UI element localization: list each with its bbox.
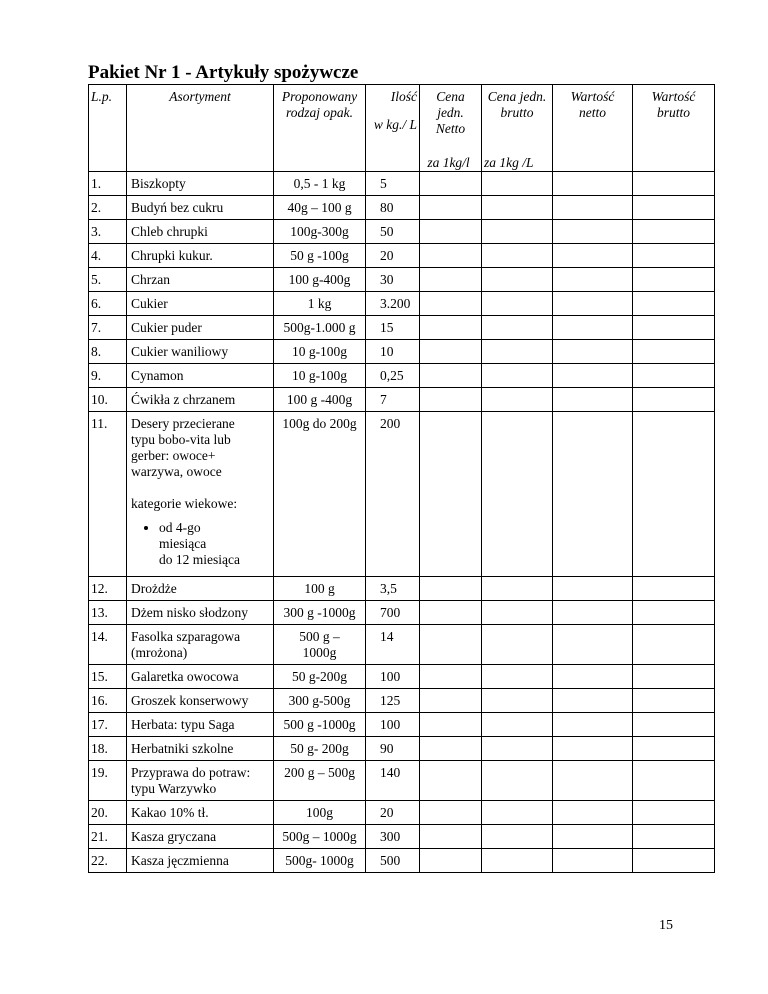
- row-pack: 1 kg: [274, 292, 366, 316]
- cell-cena-netto: [420, 761, 482, 801]
- row-qty: 100: [366, 713, 420, 737]
- row-name: Chleb chrupki: [127, 220, 274, 244]
- row-qty: 140: [366, 761, 420, 801]
- header-wartosc-brutto: Wartość brutto: [633, 85, 715, 172]
- table-row: [89, 689, 715, 713]
- cell-wartosc-brutto: [633, 244, 715, 268]
- cell-wartosc-brutto: [633, 625, 715, 665]
- cell-cena-brutto: [482, 364, 553, 388]
- table-row: [89, 601, 715, 625]
- cell-cena-netto: [420, 713, 482, 737]
- row-qty: 14: [366, 625, 420, 665]
- row-qty: 3.200: [366, 292, 420, 316]
- cell-wartosc-brutto: [633, 172, 715, 196]
- row-lp: 6.: [89, 292, 127, 316]
- table-row: [89, 625, 715, 665]
- cell-wartosc-netto: [553, 825, 633, 849]
- row-name: Chrupki kukur.: [127, 244, 274, 268]
- table-row: [89, 388, 715, 412]
- table-row: [89, 825, 715, 849]
- cell-wartosc-brutto: [633, 801, 715, 825]
- table-row: [89, 364, 715, 388]
- table-row: [89, 801, 715, 825]
- cell-wartosc-netto: [553, 196, 633, 220]
- table-row: [89, 713, 715, 737]
- row-name: Desery przecierane typu bobo-vita lub gerber: owoce+ warzywa, owoce kategorie wiekowe: • od 4-go miesiąca do 12 miesiąca: [127, 412, 274, 577]
- cell-wartosc-brutto: [633, 292, 715, 316]
- products-table: [88, 84, 715, 873]
- table-row: [89, 761, 715, 801]
- cell-wartosc-netto: [553, 388, 633, 412]
- row-lp: 2.: [89, 196, 127, 220]
- cell-cena-brutto: [482, 665, 553, 689]
- row-lp: 22.: [89, 849, 127, 873]
- row-name: Kasza gryczana: [127, 825, 274, 849]
- row-lp: 20.: [89, 801, 127, 825]
- row-qty: 500: [366, 849, 420, 873]
- table-row: [89, 340, 715, 364]
- cell-cena-brutto: [482, 268, 553, 292]
- row-pack: 40g – 100 g: [274, 196, 366, 220]
- row-pack: 0,5 - 1 kg: [274, 172, 366, 196]
- cell-wartosc-brutto: [633, 665, 715, 689]
- table-row: [89, 196, 715, 220]
- cell-cena-netto: [420, 292, 482, 316]
- page-number: 15: [659, 918, 673, 933]
- cell-cena-netto: [420, 412, 482, 577]
- cell-cena-brutto: [482, 196, 553, 220]
- row-lp: 15.: [89, 665, 127, 689]
- row-qty: 30: [366, 268, 420, 292]
- row-qty: 0,25: [366, 364, 420, 388]
- row-name: Chrzan: [127, 268, 274, 292]
- row-lp: 4.: [89, 244, 127, 268]
- cell-wartosc-brutto: [633, 601, 715, 625]
- cell-cena-brutto: [482, 825, 553, 849]
- cell-cena-brutto: [482, 412, 553, 577]
- cell-cena-brutto: [482, 849, 553, 873]
- row-pack: 10 g-100g: [274, 364, 366, 388]
- row-name: Cukier waniliowy: [127, 340, 274, 364]
- table-row: [89, 172, 715, 196]
- row-name: Przyprawa do potraw: typu Warzywko: [127, 761, 274, 801]
- cell-cena-brutto: [482, 689, 553, 713]
- cell-cena-brutto: [482, 388, 553, 412]
- cell-cena-netto: [420, 220, 482, 244]
- header-cena-netto: Cena jedn. Netto za 1kg/l: [420, 85, 482, 172]
- row-name: Drożdże: [127, 577, 274, 601]
- cell-cena-netto: [420, 737, 482, 761]
- cell-wartosc-netto: [553, 849, 633, 873]
- row-lp: 1.: [89, 172, 127, 196]
- table-row: [89, 268, 715, 292]
- cell-cena-brutto: [482, 340, 553, 364]
- cell-wartosc-netto: [553, 172, 633, 196]
- cell-wartosc-netto: [553, 713, 633, 737]
- cell-cena-netto: [420, 388, 482, 412]
- row-qty: 5: [366, 172, 420, 196]
- row-qty: 20: [366, 244, 420, 268]
- row-pack: 10 g-100g: [274, 340, 366, 364]
- cell-wartosc-brutto: [633, 388, 715, 412]
- row-name: Biszkopty: [127, 172, 274, 196]
- row-name: Galaretka owocowa: [127, 665, 274, 689]
- row-lp: 21.: [89, 825, 127, 849]
- row-qty: 20: [366, 801, 420, 825]
- row-name: Herbata: typu Saga: [127, 713, 274, 737]
- row-name: Budyń bez cukru: [127, 196, 274, 220]
- row-lp: 17.: [89, 713, 127, 737]
- list-item: • od 4-go miesiąca do 12 miesiąca: [159, 520, 273, 568]
- row-pack: 500g – 1000g: [274, 825, 366, 849]
- cell-cena-netto: [420, 625, 482, 665]
- cell-wartosc-netto: [553, 577, 633, 601]
- row-lp: 9.: [89, 364, 127, 388]
- row-qty: 15: [366, 316, 420, 340]
- cell-wartosc-netto: [553, 340, 633, 364]
- cell-wartosc-netto: [553, 689, 633, 713]
- cell-cena-netto: [420, 340, 482, 364]
- cell-wartosc-netto: [553, 737, 633, 761]
- cell-cena-brutto: [482, 625, 553, 665]
- cell-cena-netto: [420, 577, 482, 601]
- row-lp: 7.: [89, 316, 127, 340]
- cell-cena-netto: [420, 601, 482, 625]
- cell-cena-brutto: [482, 601, 553, 625]
- row-lp: 14.: [89, 625, 127, 665]
- cell-cena-netto: [420, 825, 482, 849]
- cell-wartosc-netto: [553, 625, 633, 665]
- table-row: [89, 412, 715, 577]
- cell-wartosc-brutto: [633, 268, 715, 292]
- table-row: [89, 220, 715, 244]
- row-lp: 16.: [89, 689, 127, 713]
- row-name: Kakao 10% tł.: [127, 801, 274, 825]
- cell-cena-netto: [420, 801, 482, 825]
- row-name: Cynamon: [127, 364, 274, 388]
- cell-cena-netto: [420, 665, 482, 689]
- table-row: [89, 292, 715, 316]
- row-pack: 500 g – 1000g: [274, 625, 366, 665]
- table-row: [89, 665, 715, 689]
- age-category-list: [131, 520, 273, 568]
- row-lp: 11.: [89, 412, 127, 577]
- row-pack: 100g: [274, 801, 366, 825]
- row-qty: 90: [366, 737, 420, 761]
- cell-cena-brutto: [482, 172, 553, 196]
- cell-cena-brutto: [482, 220, 553, 244]
- row-pack: 500 g -1000g: [274, 713, 366, 737]
- cell-cena-netto: [420, 364, 482, 388]
- row-qty: 10: [366, 340, 420, 364]
- cell-cena-netto: [420, 689, 482, 713]
- cell-wartosc-brutto: [633, 412, 715, 577]
- cell-wartosc-netto: [553, 601, 633, 625]
- row-lp: 18.: [89, 737, 127, 761]
- row-qty: 7: [366, 388, 420, 412]
- row-name: Cukier puder: [127, 316, 274, 340]
- row-pack: 50 g -100g: [274, 244, 366, 268]
- row-qty: 3,5: [366, 577, 420, 601]
- cell-wartosc-brutto: [633, 737, 715, 761]
- table-row: [89, 316, 715, 340]
- cell-cena-brutto: [482, 737, 553, 761]
- row-pack: 500g-1.000 g: [274, 316, 366, 340]
- cell-cena-brutto: [482, 316, 553, 340]
- row-pack: 50 g-200g: [274, 665, 366, 689]
- table-row: [89, 849, 715, 873]
- cell-cena-netto: [420, 172, 482, 196]
- row-pack: 100 g -400g: [274, 388, 366, 412]
- cell-wartosc-netto: [553, 244, 633, 268]
- cell-wartosc-netto: [553, 412, 633, 577]
- row-lp: 3.: [89, 220, 127, 244]
- row-pack: 200 g – 500g: [274, 761, 366, 801]
- cell-cena-netto: [420, 244, 482, 268]
- row-qty: 125: [366, 689, 420, 713]
- cell-wartosc-netto: [553, 268, 633, 292]
- table-row: [89, 577, 715, 601]
- table-row: [89, 737, 715, 761]
- cell-wartosc-netto: [553, 665, 633, 689]
- cell-wartosc-brutto: [633, 689, 715, 713]
- row-lp: 19.: [89, 761, 127, 801]
- row-name: Dżem nisko słodzony: [127, 601, 274, 625]
- cell-cena-brutto: [482, 801, 553, 825]
- cell-cena-netto: [420, 196, 482, 220]
- row-qty: 300: [366, 825, 420, 849]
- cell-cena-brutto: [482, 292, 553, 316]
- cell-cena-netto: [420, 849, 482, 873]
- row-lp: 10.: [89, 388, 127, 412]
- row-qty: 200: [366, 412, 420, 577]
- row-pack: 500g- 1000g: [274, 849, 366, 873]
- table-header-row: [89, 85, 715, 172]
- cell-wartosc-brutto: [633, 713, 715, 737]
- cell-wartosc-brutto: [633, 761, 715, 801]
- cell-cena-brutto: [482, 713, 553, 737]
- table-row: [89, 244, 715, 268]
- row-name: Herbatniki szkolne: [127, 737, 274, 761]
- row-lp: 12.: [89, 577, 127, 601]
- cell-wartosc-brutto: [633, 316, 715, 340]
- header-cena-brutto: Cena jedn. brutto za 1kg /L: [482, 85, 553, 172]
- row-qty: 50: [366, 220, 420, 244]
- row-name: Cukier: [127, 292, 274, 316]
- cell-wartosc-netto: [553, 292, 633, 316]
- header-lp: L.p.: [89, 85, 127, 172]
- row-lp: 13.: [89, 601, 127, 625]
- row-qty: 100: [366, 665, 420, 689]
- row-name: Kasza jęczmienna: [127, 849, 274, 873]
- cell-cena-brutto: [482, 761, 553, 801]
- header-wartosc-netto: Wartość netto: [553, 85, 633, 172]
- row-pack: 100g do 200g: [274, 412, 366, 577]
- cell-cena-brutto: [482, 577, 553, 601]
- row-qty: 700: [366, 601, 420, 625]
- header-ilosc: Ilość w kg./ L: [366, 85, 420, 172]
- row-pack: 100 g-400g: [274, 268, 366, 292]
- cell-wartosc-netto: [553, 801, 633, 825]
- page-title: Pakiet Nr 1 - Artykuły spożywcze: [88, 62, 359, 83]
- cell-wartosc-netto: [553, 364, 633, 388]
- row-name: Ćwikła z chrzanem: [127, 388, 274, 412]
- cell-wartosc-brutto: [633, 220, 715, 244]
- row-pack: 100g-300g: [274, 220, 366, 244]
- row-pack: 50 g- 200g: [274, 737, 366, 761]
- cell-cena-brutto: [482, 244, 553, 268]
- row-lp: 8.: [89, 340, 127, 364]
- cell-wartosc-netto: [553, 761, 633, 801]
- row-lp: 5.: [89, 268, 127, 292]
- cell-cena-netto: [420, 316, 482, 340]
- row-name: Fasolka szparagowa (mrożona): [127, 625, 274, 665]
- cell-wartosc-brutto: [633, 340, 715, 364]
- cell-wartosc-brutto: [633, 849, 715, 873]
- cell-wartosc-brutto: [633, 577, 715, 601]
- row-name: Groszek konserwowy: [127, 689, 274, 713]
- row-pack: 300 g-500g: [274, 689, 366, 713]
- cell-cena-netto: [420, 268, 482, 292]
- cell-wartosc-netto: [553, 220, 633, 244]
- row-pack: 100 g: [274, 577, 366, 601]
- cell-wartosc-brutto: [633, 825, 715, 849]
- header-asortyment: Asortyment: [127, 85, 274, 172]
- row-pack: 300 g -1000g: [274, 601, 366, 625]
- cell-wartosc-brutto: [633, 364, 715, 388]
- cell-wartosc-netto: [553, 316, 633, 340]
- row-qty: 80: [366, 196, 420, 220]
- header-proponowany: Proponowany rodzaj opak.: [274, 85, 366, 172]
- cell-wartosc-brutto: [633, 196, 715, 220]
